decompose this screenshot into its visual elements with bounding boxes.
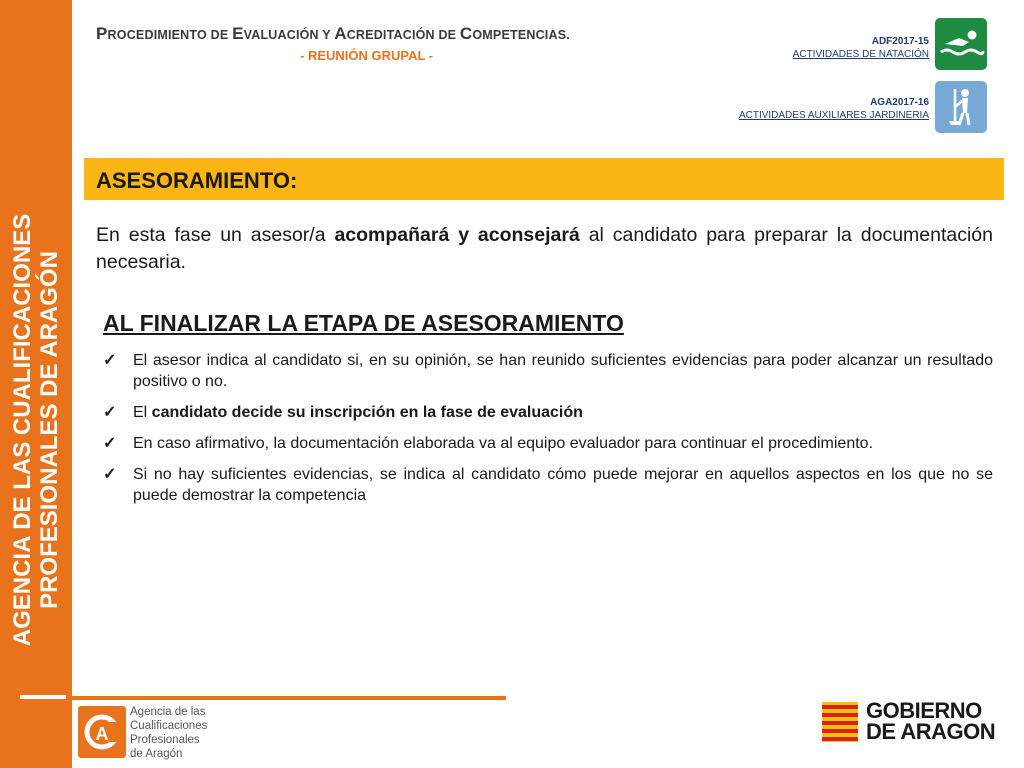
page-subtitle: - REUNIÓN GRUPAL -	[300, 48, 434, 63]
agency-name-line: de Aragón	[130, 748, 183, 760]
swimmer-icon	[935, 18, 987, 70]
sidebar-agency-name	[9, 190, 63, 670]
agency-name-line: Profesionales	[130, 734, 200, 746]
bullet-list	[103, 350, 993, 516]
page-title-segment: P	[96, 24, 108, 43]
qualification-link[interactable]: ACTIVIDADES AUXILIARES JARDINERIA	[738, 110, 929, 121]
qualification-link[interactable]: ACTIVIDADES DE NATACIÓN	[792, 49, 929, 60]
bullet-item	[103, 433, 993, 454]
subheading: AL FINALIZAR LA ETAPA DE ASESORAMIENTO	[103, 310, 624, 336]
page-title-segment: CREDITACIÓN DE	[346, 28, 460, 42]
government-logo-text	[866, 700, 995, 742]
page-title-segment: ROCEDIMIENTO DE	[107, 28, 233, 42]
page-title-segment: OMPETENCIAS.	[472, 28, 570, 42]
government-line: GOBIERNO	[866, 698, 982, 723]
government-line: DE ARAGON	[866, 719, 996, 744]
qualification-gardening	[739, 96, 929, 122]
svg-text:A: A	[95, 724, 109, 744]
bullet-text: El	[133, 404, 152, 421]
intro-emphasis: acompañará y aconsejará	[334, 224, 580, 246]
bullet-emphasis: candidato decide su inscripción en la fase de evaluación	[151, 404, 583, 421]
bullet-text: En caso afirmativo, la documentación elaborada va al equipo evaluador para continuar el procedimiento.	[133, 435, 874, 452]
qualification-swimming	[793, 35, 929, 61]
check-icon: ✓	[103, 435, 117, 452]
page-title-segment: E	[232, 24, 244, 43]
page-title-segment: C	[459, 24, 473, 43]
bullet-item	[103, 464, 993, 506]
qualification-code: ADF2017-15	[871, 36, 929, 47]
sidebar-line-2: PROFESIONALES DE ARAGÓN	[36, 251, 63, 609]
intro-text-end: al candidato para preparar la documentación necesaria.	[96, 224, 994, 273]
page-title	[96, 24, 570, 44]
bullet-item	[103, 402, 993, 423]
intro-paragraph	[96, 222, 993, 276]
agency-logo-icon	[78, 706, 126, 758]
page-title-segment: VALUACIÓN Y	[243, 28, 335, 42]
gardener-icon	[935, 81, 987, 133]
section-title: ASESORAMIENTO:	[96, 168, 298, 193]
sidebar-divider	[20, 695, 66, 699]
qualification-code: AGA2017-16	[870, 97, 929, 108]
check-icon: ✓	[103, 352, 117, 369]
agency-name-line: Agencia de las	[130, 706, 206, 718]
page-title-segment: A	[334, 24, 347, 43]
sidebar-line-1: AGENCIA DE LAS CUALIFICACIONES	[9, 213, 36, 647]
bullet-text: Si no hay suficientes evidencias, se indica al candidato cómo puede mejorar en aquellos aspectos en los que no se puede demostrar la competencia	[133, 466, 993, 504]
check-icon: ✓	[103, 466, 117, 483]
footer-divider	[72, 696, 506, 700]
sidebar-band	[0, 0, 72, 768]
section-header	[84, 158, 1004, 200]
bullet-item	[103, 350, 993, 392]
agency-name	[130, 705, 207, 761]
aragon-flag-icon	[822, 702, 858, 742]
check-icon: ✓	[103, 404, 117, 421]
agency-name-line: Cualificaciones	[130, 720, 208, 732]
bullet-text: El asesor indica al candidato si, en su opinión, se han reunido suficientes evidencias para poder alcanzar un resultado positivo o no.	[133, 352, 993, 390]
intro-text: En esta fase un asesor/a	[96, 224, 335, 246]
